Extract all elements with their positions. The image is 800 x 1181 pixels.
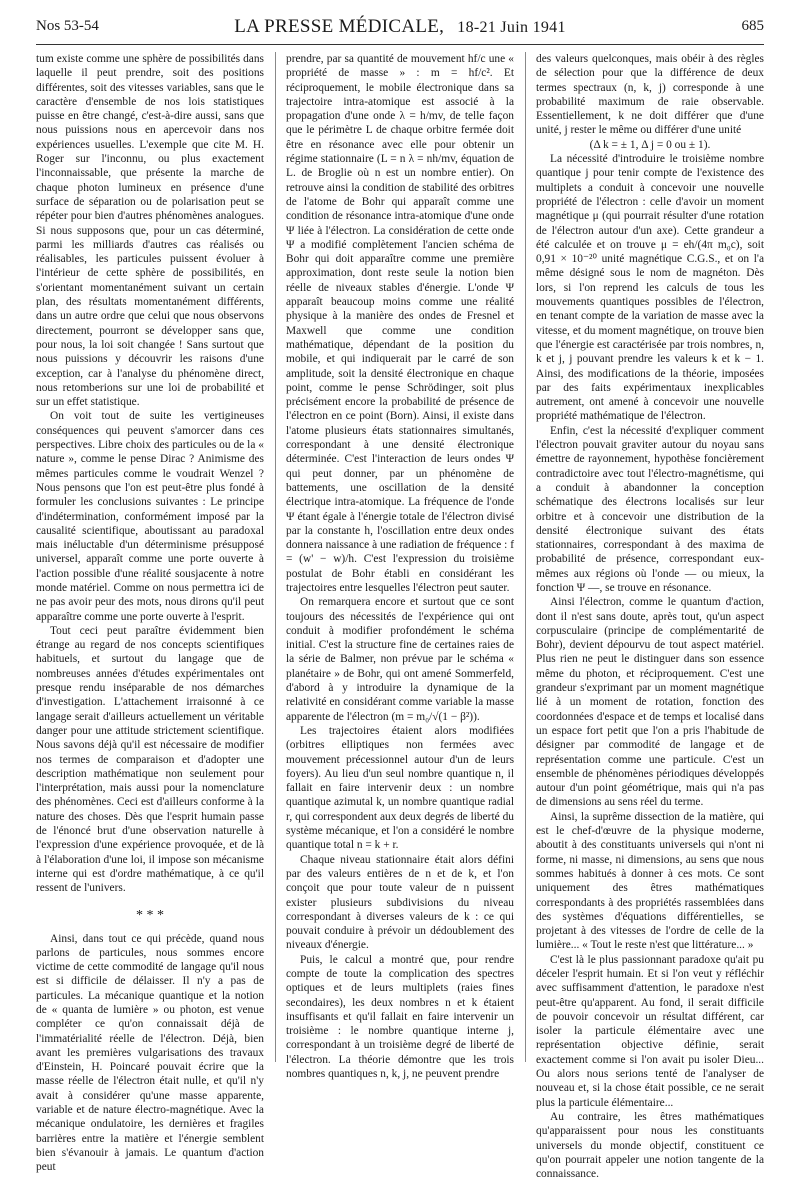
- column-right: [536, 52, 764, 1181]
- journal-page: [36, 16, 764, 1181]
- paragraph: Ainsi, dans tout ce qui précède, quand nous parlons de particules, nous sommes encore victime de cette commodité de langage qu'il nous est si difficile de délaisser. Il n'y a pas de particules. La mécanique quantique et la notion de « quanta de lumière » ou photon, est venue compléter ce qu'on connaissait déjà de l'immatérialité réelle de l'électron. Déjà, bien avant les premières vulgarisations des travaux d'Einstein, H. Poincaré pouvait écrire que la masse réelle de l'électron était nulle, et qu'il n'y avait à considérer qu'une masse apparente, variable et de nature électro-magnétique. Avec la mécanique ondulatoire, les dernières et fragiles barrières entre la matière et l'énergie semblent bien s'évanouir à jamais. Le quantum d'action peut: [36, 932, 264, 1174]
- paragraph: Ainsi l'électron, comme le quantum d'action, dont il n'est sans doute, après tout, qu'un aspect corpusculaire (principe de complémentarité de Bohr), devient dépourvu de tout aspect matériel. Plus rien ne peut le distinguer dans son essence même du photon, et réciproquement. C'est une grandeur s'exprimant par un moment magnétique lié à un moment de rotation, fonction des coordonnées d'espace et de temps et localisé dans un espace fort petit que l'on a pris l'habitude de désigner par commodité de langage et de représentation comme une particule. C'est un ensemble de phénomènes périodiques développés autour d'un point géométrique, mais qui n'a pas de dimensions au sens réel du terme.: [536, 596, 764, 809]
- paragraph: Au contraire, les êtres mathématiques qu'apparaissent pour nous les constituants universels du monde objectif, constituent ce qu'on pourrait appeler une notion tangente de la connaissance.: [536, 1110, 764, 1181]
- paragraph: Tout ceci peut paraître évidemment bien étrange au regard de nos concepts scientifiques habituels, et surtout du langage que de nombreuses années d'études expérimentales ont presque rendu inséparable de nos démarches d'investigation. L'attachement irraisonné à ce langage serait d'ailleurs actuellement un véritable danger pour une attitude strictement scientifique. Nous savons déjà qu'il est nécessaire de modifier nos termes de comparaison et d'adopter une description mathématique non seulement pour l'interprétation, mais aussi pour la nomenclature des phénomènes. Ceci est d'ailleurs conforme à la nature des choses. Dès que l'esprit humain passe de l'énoncé brut d'une observation naturelle à l'expression d'une expérience provoquée, et de là à l'élaboration d'une loi, il impose son mécanisme interne qui est d'ordre mathématique, à ce qu'il ressent de l'univers.: [36, 624, 264, 895]
- selection-rule-formula: (Δ k = ± 1, Δ j = 0 ou ± 1).: [589, 138, 711, 151]
- paragraph: tum existe comme une sphère de possibilités dans laquelle il peut prendre, soit des positions différentes, soit des vitesses variables, sans que le caractère d'ensemble de nos lois statistiques puisse en être changé, c'est-à-dire aussi, sans que nous puissions nous en apercevoir dans nos expériences usuelles. L'exemple que cite M. H. Roger sur l'inconnu, ou plus exactement l'inconnaissable, que présente la marche de chaque photon lumineux en présence d'une surface de séparation ou de polarisation peut se répéter pour bien d'autres phénomènes analogues. Si nous supposons que, pour un cas déterminé, parmi les milliards d'autres cas réalisés ou réalisables, les particules puissent évoluer à l'intérieur de cette sphère de possibilités, en s'orientant momentanément suivant un certain plan, des résultats momentanément différents, dans un autre ordre que celui que nous observons directement, pourront se développer sans que, pour nous, la loi soit changée ! Sans surtout que nous puissions y découvrir les raisons d'une exception, car à l'analyse du phénomène direct, nous retomberions sur une loi de probabilité et sur un effet statistique.: [36, 53, 264, 409]
- column-divider: [525, 52, 526, 1062]
- page-header: [36, 16, 764, 45]
- issue-number: Nos 53-54: [36, 18, 99, 34]
- paragraph: C'est là le plus passionnant paradoxe qu'ait pu déceler l'esprit humain. Et si l'on veut y réfléchir avec suffisamment d'attention, le paradoxe n'est peut-être qu'apparent. Au fond, il serait difficile de pouvoir concevoir un résultat différent, car isoler la particule élémentaire avec une représentation objective définie, serait exactement comme si l'on avait pu isoler Dieu... Ou alors nous serions tenté de l'analyser de nouveau et, si la chose était possible, ce ne serait plus la particule élémentaire...: [536, 953, 764, 1109]
- paragraph: Ainsi, la suprême dissection de la matière, qui est le chef-d'œuvre de la physique moderne, aboutit à des constituants universels qui n'ont ni forme, ni masse, ni dimensions, au sens que nous sommes habitués à donner à ces mots. Ce sont uniquement des êtres mathématiques correspondants à des propriétés rassemblées dans des systèmes d'équations différentielles, se projetant à des vitesses de l'ordre de celle de la lumière... « Tout le reste n'est que littérature... »: [536, 810, 764, 952]
- page-number: 685: [741, 18, 764, 34]
- paragraph: Puis, le calcul a montré que, pour rendre compte de toute la complication des spectres optiques et de leurs multiplets (raies fines secondaires), les deux nombres n et k étaient insuffisants et qu'il fallait en faire intervenir un troisième : le nombre quantique interne j, correspondant à un troisième degré de liberté de l'électron. La théorie démontre que les trois nombres quantiques n, k, j, ne peuvent prendre: [286, 953, 514, 1081]
- issue-date: 18-21 Juin 1941: [457, 19, 566, 36]
- journal-title: LA PRESSE MÉDICALE,: [234, 16, 445, 37]
- paragraph: On voit tout de suite les vertigineuses conséquences qui peuvent s'amorcer dans ces perspectives. Libre choix des particules ou de la « nature », comme le pense Dirac ? Animisme des mêmes particules comme le voudrait Wenzel ? Nous pensons que l'on est peut-être plus fondé à formuler les conclusions suivantes : Le principe d'indétermination, conformément imposé par la causalité scientifique, aboutissant au paradoxal mais inéluctable d'un déterminisme présupposé universel, apparaît comme une porte ouverte à l'action possible d'une réalité sousjacente à notre monde matériel. Comme on nous permettra ici de ne pas avoir peur des mots, nous dirons qu'il peut apparaître comme une porte ouverte à l'esprit.: [36, 410, 264, 623]
- journal-title-line: [36, 16, 764, 38]
- column-divider: [275, 52, 276, 1062]
- paragraph: Les trajectoires étaient alors modifiées (orbitres elliptiques non fermées avec mouvement précessionnel autour d'un de leurs foyers). Au lieu d'un seul nombre quantique n, il fallait en faire intervenir deux : un nombre quantique azimutal k, un nombre quantique radial r, qui correspondent aux deux degrés de liberté du système mécanique, et l'on a considéré le nombre quantique total n = k + r.: [286, 724, 514, 852]
- article-body: [36, 52, 764, 1181]
- paragraph: Chaque niveau stationnaire était alors défini par des valeurs entières de n et de k, et l'on conçoit que pour toute valeur de n puissent exister plusieurs subdivisions du niveau correspondant à diverses valeurs de k : ce qui pouvait conduire à prévoir un dédoublement des niveaux d'énergie.: [286, 853, 514, 952]
- column-middle: [286, 52, 514, 1081]
- column-left: [36, 52, 264, 1174]
- paragraph: des valeurs quelconques, mais obéir à des règles de sélection pour que la différence de deux termes spectraux (n, k, j) corresponde à une probabilité maximum de raie observable. Essentiellement, k ne doit différer que d'une unité, j rester le même ou différer d'une unité: [536, 53, 764, 137]
- paragraph: La nécessité d'introduire le troisième nombre quantique j pour tenir compte de l'existence des multiplets a conduit à concevoir une nouvelle propriété de l'électron : celle d'avoir un moment magnétique μ (qui pourrait résulter d'une rotation de l'électron autour d'un axe). Cette grandeur a été calculée et on trouve μ = eh/(4π m₀c), soit 0,91 × 10⁻²⁰ unité magnétique C.G.S., et on l'a même désigné sous le nom de magnéton. Dès lors, si l'on reprend les calculs de tous les mouvements quantiques possibles de l'électron, en tenant compte de la variation de masse avec la vitesse, et du moment magnétique, on trouve bien que l'énergie est caractérisée par trois nombres, n, k et j, j pouvant prendre les valeurs k et k − 1. Ainsi, des modifications de la théorie, imposées par des faits expérimentaux inexplicables autrement, ont amené à concevoir une nouvelle propriété mathématique de l'électron.: [536, 153, 764, 423]
- paragraph: Enfin, c'est la nécessité d'expliquer comment l'électron pouvait graviter autour du noyau sans émettre de rayonnement, hypothèse foncièrement contradictoire avec tout l'électro-magnétisme, qui a conduit à abandonner la conception schématique des électrons localisés sur leur orbitre et à concevoir une distribution de la densité électronique suivant des états stationnaires, correspondant à des maxima de probabilité de présence, correspondant eux-mêmes aux régions où l'onde — ou mieux, la fonction Ψ —, se trouve en résonance.: [536, 424, 764, 594]
- paragraph: prendre, par sa quantité de mouvement hf/c une « propriété de masse » : m = hf/c². Et réciproquement, le mobile électronique dans sa trajectoire intra-atomique est associé à la propagation d'une onde λ = h/mv, de telle façon que le périmètre L de chaque orbitre fermée doit être en résonance avec elle pour obtenir un régime stationnaire (L = n λ = nh/mv, équation de L. de Broglie où n est un nombre entier). On retrouve ainsi la condition de stabilité des orbitres de l'atome de Bohr qui apparaît comme une condition de résonance intra-atomique d'une onde Ψ liée à l'électron. La considération de cette onde Ψ a modifié complètement l'ancien schéma de Bohr qui doit apparaître comme une première approximation, dont reste seule la notion bien réelle de niveaux stables d'énergie. L'onde Ψ apparaît beaucoup moins comme une réalité physique à la manière des ondes de Fresnel et Maxwell que comme une condition mathématique, dépendant de la position du mobile, et qui indiquerait par le carré de son amplitude, soit la densité électronique en chaque point, comme le pense Schrödinger, soit plus précisément encore la probabilité de présence de l'électron en ce point (Born). Ainsi, il existe dans l'atome plusieurs états stationnaires simultanés, correspondant à une densité électronique déterminée. C'est l'interaction de leurs ondes Ψ qui peut donner, par un phénomène de battements, une oscillation de la densité électrique intra-atomique. La fréquence de l'onde Ψ étant égale à l'énergie totale de l'électron divisé par la constante h, l'oscillation entre deux ondes donnera naissance à une radiation de fréquence : f = (w' − w)/h. C'est l'expression du troisième postulat de Bohr établi en considérant les trajectoires entre lesquelles l'électron peut sauter.: [286, 53, 514, 594]
- section-separator: * * *: [136, 907, 164, 923]
- paragraph: On remarquera encore et surtout que ce sont toujours des nécessités de l'expérience qui ont conduit à modifier profondément le schéma initial. C'est la structure fine de certaines raies de la série de Balmer, non prévue par le schéma « planétaire » de Bohr, qui ont amené Sommerfeld, d'abord à y introduire la dynamique de la relativité en considérant comme variable la masse apparente de l'électron (m = m₀/√(1 − β²)).: [286, 596, 514, 723]
